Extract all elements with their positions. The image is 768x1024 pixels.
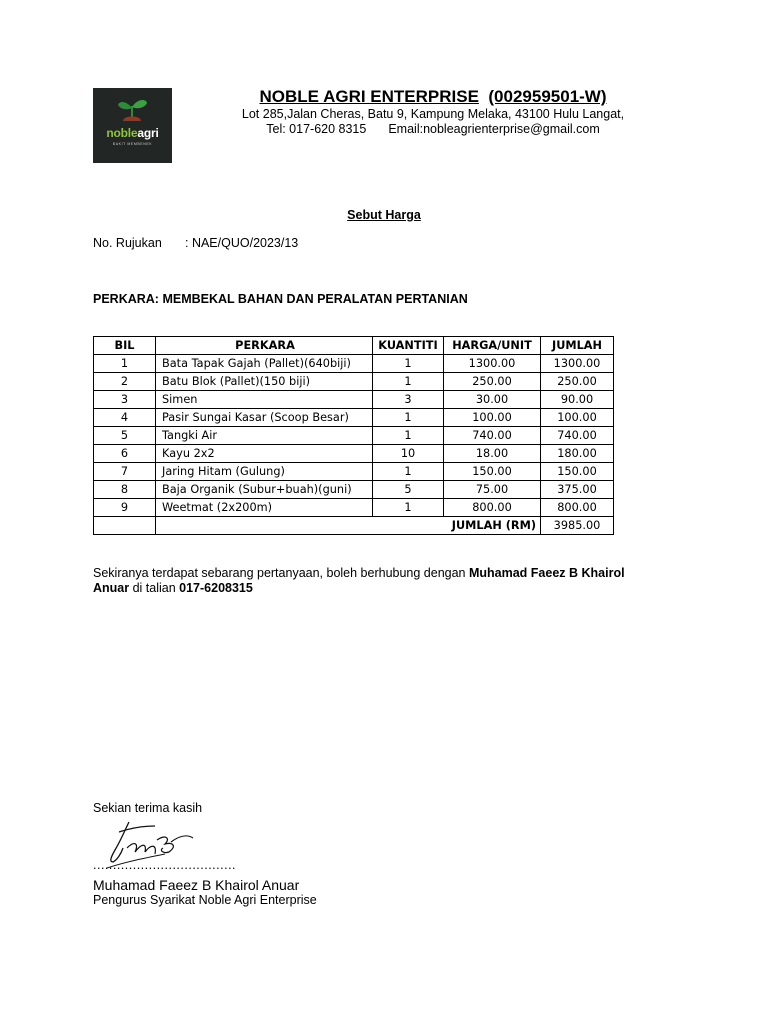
cell-perkara: Jaring Hitam (Gulung)	[156, 463, 373, 481]
contact-phone: 017-6208315	[179, 581, 253, 595]
quotation-table	[93, 336, 614, 535]
cell-harga: 740.00	[444, 427, 541, 445]
company-email: Email:nobleagrienterprise@gmail.com	[388, 122, 600, 136]
table-row	[94, 373, 614, 391]
document-title: Sebut Harga	[347, 208, 421, 222]
header-kuantiti: KUANTITI	[373, 337, 444, 355]
cell-harga: 1300.00	[444, 355, 541, 373]
cell-jumlah: 1300.00	[541, 355, 614, 373]
table-total-row	[94, 517, 614, 535]
cell-bil: 1	[94, 355, 156, 373]
total-label: JUMLAH (RM)	[156, 517, 541, 535]
table-row	[94, 427, 614, 445]
header-perkara: PERKARA	[156, 337, 373, 355]
cell-perkara: Weetmat (2x200m)	[156, 499, 373, 517]
thanks-text: Sekian terima kasih	[93, 801, 203, 815]
company-registration: (002959501-W)	[488, 87, 607, 106]
cell-perkara: Bata Tapak Gajah (Pallet)(640biji)	[156, 355, 373, 373]
signature-line: ....................................	[93, 858, 237, 872]
table-row	[94, 409, 614, 427]
cell-jumlah: 800.00	[541, 499, 614, 517]
cell-perkara: Baja Organik (Subur+buah)(guni)	[156, 481, 373, 499]
header-bil: BIL	[94, 337, 156, 355]
table-row	[94, 445, 614, 463]
cell-kuantiti: 5	[373, 481, 444, 499]
cell-perkara: Simen	[156, 391, 373, 409]
cell-harga: 75.00	[444, 481, 541, 499]
cell-jumlah: 150.00	[541, 463, 614, 481]
cell-harga: 30.00	[444, 391, 541, 409]
logo-wordmark: nobleagri	[106, 126, 159, 140]
table-header-row	[94, 337, 614, 355]
table-row	[94, 463, 614, 481]
cell-perkara: Tangki Air	[156, 427, 373, 445]
reference-line	[93, 236, 298, 251]
cell-kuantiti: 3	[373, 391, 444, 409]
cell-bil: 6	[94, 445, 156, 463]
company-logo	[93, 88, 172, 163]
cell-perkara: Batu Blok (Pallet)(150 biji)	[156, 373, 373, 391]
cell-harga: 800.00	[444, 499, 541, 517]
cell-bil: 7	[94, 463, 156, 481]
company-tel: Tel: 017-620 8315	[266, 122, 367, 136]
cell-jumlah: 100.00	[541, 409, 614, 427]
header-harga-unit: HARGA/UNIT	[444, 337, 541, 355]
table-row	[94, 355, 614, 373]
cell-kuantiti: 1	[373, 409, 444, 427]
reference-value: : NAE/QUO/2023/13	[185, 236, 299, 250]
cell-kuantiti: 1	[373, 355, 444, 373]
cell-empty	[94, 517, 156, 535]
cell-bil: 8	[94, 481, 156, 499]
cell-harga: 150.00	[444, 463, 541, 481]
cell-harga: 100.00	[444, 409, 541, 427]
cell-perkara: Kayu 2x2	[156, 445, 373, 463]
cell-bil: 4	[94, 409, 156, 427]
cell-kuantiti: 1	[373, 373, 444, 391]
cell-jumlah: 250.00	[541, 373, 614, 391]
subject-line: PERKARA: MEMBEKAL BAHAN DAN PERALATAN PERTANIAN	[93, 292, 468, 306]
table-row	[94, 499, 614, 517]
letterhead	[180, 87, 686, 137]
cell-kuantiti: 1	[373, 499, 444, 517]
contact-line	[180, 122, 686, 137]
signatory-role: Pengurus Syarikat Noble Agri Enterprise	[93, 893, 317, 907]
cell-bil: 2	[94, 373, 156, 391]
cell-jumlah: 180.00	[541, 445, 614, 463]
cell-bil: 5	[94, 427, 156, 445]
logo-tagline: BAKIT MEMBENEK	[112, 142, 153, 146]
cell-bil: 3	[94, 391, 156, 409]
cell-kuantiti: 1	[373, 463, 444, 481]
company-name: NOBLE AGRI ENTERPRISE	[259, 87, 479, 106]
company-address: Lot 285,Jalan Cheras, Batu 9, Kampung Melaka, 43100 Hulu Langat,	[241, 107, 625, 121]
contact-name: Muhamad Faeez B Khairol Anuar	[93, 566, 625, 595]
cell-jumlah: 740.00	[541, 427, 614, 445]
company-name-line	[180, 87, 686, 107]
signatory-name: Muhamad Faeez B Khairol Anuar	[93, 877, 300, 893]
closing-paragraph: Sekiranya terdapat sebarang pertanyaan, boleh berhubung dengan Muhamad Faeez B Khairol Anuar di talian 017-6208315	[93, 566, 625, 595]
total-value: 3985.00	[541, 517, 614, 535]
table-row	[94, 391, 614, 409]
cell-harga: 250.00	[444, 373, 541, 391]
cell-perkara: Pasir Sungai Kasar (Scoop Besar)	[156, 409, 373, 427]
table-row	[94, 481, 614, 499]
cell-kuantiti: 1	[373, 427, 444, 445]
cell-harga: 18.00	[444, 445, 541, 463]
reference-label: No. Rujukan	[93, 236, 162, 250]
cell-jumlah: 375.00	[541, 481, 614, 499]
header-jumlah: JUMLAH	[541, 337, 614, 355]
cell-bil: 9	[94, 499, 156, 517]
cell-kuantiti: 10	[373, 445, 444, 463]
cell-jumlah: 90.00	[541, 391, 614, 409]
